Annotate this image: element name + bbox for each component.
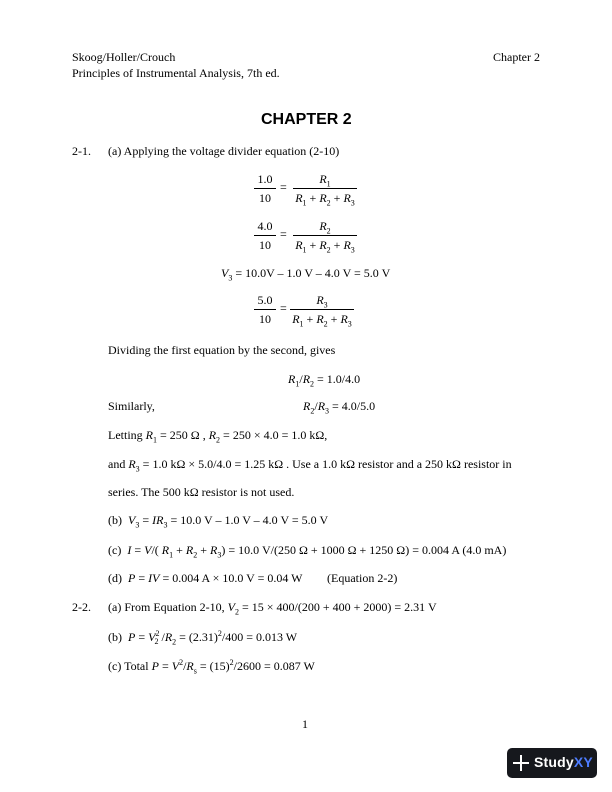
problem-2-2-part-c-tail: /2600 = 0.087 W <box>233 659 315 673</box>
problem-2-2-part-c: (c) Total $P = V^2/R_s = (15)^2/2600 = 0.087$ W <box>108 658 315 676</box>
r3-line: and $R_3 = 1.0$ kΩ × 5.0/4.0 = 1.25 kΩ . Use a 1.0 kΩ resistor and a 250 kΩ resistor in <box>108 457 512 474</box>
eq3-numerator: 5.0 <box>257 293 273 307</box>
dividing-statement: Dividing the first equation by the second, gives <box>108 343 336 357</box>
problem-2-2-part-b-value: = (2.31) <box>179 630 218 644</box>
problem-2-2-part-c-label: (c) Total <box>108 659 149 673</box>
fraction-bar <box>254 309 276 310</box>
problem-2-1-part-c: (c) I = V/( $R_1 + R_2 + R_3) = 10.0$ V/(250 Ω + 1000 Ω + 1250 Ω) = 0.004 A (4.0 mA) <box>108 543 507 560</box>
eq2-right-denominator: $R_1 + R_2 + R_3$ <box>295 238 355 255</box>
fraction-bar <box>290 309 354 310</box>
eq1-right-denominator: $R_1 + R_2 + R_3$ <box>295 191 355 208</box>
eq1-numerator: 1.0 <box>257 172 273 186</box>
ratio-r1-r2: $R_1/R_2 = 1.0/4.0$ <box>288 372 361 389</box>
eq1-right-numerator: $R_1$ <box>319 172 331 189</box>
part-d-value: = 0.004 A × 10.0 V = 0.04 W <box>162 571 303 585</box>
part-d-label: (d) <box>108 571 122 585</box>
r3-line-start: and <box>108 457 126 471</box>
plus-icon <box>513 753 529 773</box>
brand-name <box>534 755 593 769</box>
problem-2-2-part-b: (b) $P = V^2_2$ $/R_2 = (2.31)^2/400 = 0.013$ W <box>108 629 298 647</box>
r2-value: = 250 × 4.0 = 1.0 kΩ, <box>223 428 328 442</box>
part-d-reference: (Equation 2-2) <box>327 571 398 585</box>
problem-2-2-part-a-value: = 15 × 400/(200 + 400 + 2000) = 2.31 V <box>242 600 437 614</box>
eq1-denominator: 10 <box>259 191 271 205</box>
eq3-right-fraction <box>290 293 354 329</box>
problem-2-1-part-b: (b) $V_3 = IR_3 = 10.0$ V – 1.0 V – 4.0 V = 5.0 V <box>108 513 329 530</box>
brand-name-part2: XY <box>573 754 593 770</box>
fraction-bar <box>254 235 276 236</box>
problem-2-2-part-b-label: (b) <box>108 630 122 644</box>
studyxy-badge[interactable] <box>507 748 597 778</box>
letting-line: Letting $R_1 = 250$ Ω , $R_2 = 250 \times 4.0 = 1.0$ kΩ, <box>108 428 328 445</box>
ratio-r2-r3: $R_2/R_3 = 4.0/5.0$ <box>303 399 376 416</box>
eq2-left-fraction <box>254 219 276 252</box>
problem-number-2-2: 2-2. <box>72 600 91 614</box>
ratio-r2-r3-value: = 4.0/5.0 <box>332 399 376 413</box>
eq3-equals: = <box>280 301 287 315</box>
eq2-numerator: 4.0 <box>257 219 273 233</box>
letting-word: Letting <box>108 428 143 442</box>
ratio-r1-r2-value: = 1.0/4.0 <box>317 372 361 386</box>
part-c-label: (c) <box>108 543 122 557</box>
header-chapter-label: Chapter 2 <box>493 50 540 64</box>
header-book-title: Principles of Instrumental Analysis, 7th ed. <box>72 66 280 80</box>
part-c-value: = 10.0 V/(250 Ω + 1000 Ω + 1250 Ω) = 0.004 A (4.0 mA) <box>228 543 507 557</box>
fraction-bar <box>254 188 276 189</box>
v3-equation-value: = 10.0V – 1.0 V – 4.0 V = 5.0 V <box>235 266 391 280</box>
eq3-right-numerator: $R_3$ <box>316 293 328 310</box>
eq2-right-numerator: $R_2$ <box>319 219 331 236</box>
brand-name-part1: Study <box>534 754 574 770</box>
eq2-denominator: 10 <box>259 238 271 252</box>
problem-2-1-part-d: (d) P = IV = 0.004 A × 10.0 V = 0.04 W <box>108 571 303 585</box>
eq3-right-denominator: $R_1 + R_2 + R_3$ <box>292 312 352 329</box>
header-authors: Skoog/Holler/Crouch <box>72 50 176 64</box>
fraction-bar <box>293 188 357 189</box>
r3-line-value: = 1.0 kΩ × 5.0/4.0 = 1.25 kΩ . Use a 1.0 kΩ resistor and a 250 kΩ resistor in <box>142 457 512 471</box>
problem-2-2-part-a: (a) From Equation 2-10, $V_2 = 15 \times 400/(200 + 400 + 2000) = 2.31$ V <box>108 600 437 617</box>
page-title: CHAPTER 2 <box>261 111 352 128</box>
page-number: 1 <box>302 717 308 731</box>
eq2-equals: = <box>280 227 287 241</box>
r1-value: = 250 Ω , <box>160 428 206 442</box>
eq3-left-fraction <box>254 293 276 326</box>
problem-2-1-part-a-intro: (a) Applying the voltage divider equation (2-10) <box>108 144 340 158</box>
series-line: series. The 500 kΩ resistor is not used. <box>108 485 295 499</box>
problem-2-2-part-c-value: = (15) <box>199 659 230 673</box>
eq2-right-fraction <box>293 219 357 255</box>
similarly-label: Similarly, <box>108 399 155 413</box>
problem-2-2-part-b-tail: /400 = 0.013 W <box>221 630 298 644</box>
problem-number-2-1: 2-1. <box>72 144 91 158</box>
part-b-value: = 10.0 V – 1.0 V – 4.0 V = 5.0 V <box>170 513 329 527</box>
eq1-left-fraction <box>254 172 276 205</box>
eq1-equals: = <box>280 180 287 194</box>
v3-equation: $V_3 = 10.0V - 1.0$ V – 4.0 V = 5.0 V <box>221 266 391 283</box>
eq3-denominator: 10 <box>259 312 271 326</box>
eq1-right-fraction <box>293 172 357 208</box>
problem-2-2-part-a-intro: (a) From Equation 2-10, <box>108 600 225 614</box>
fraction-bar <box>293 235 357 236</box>
part-b-label: (b) <box>108 513 122 527</box>
